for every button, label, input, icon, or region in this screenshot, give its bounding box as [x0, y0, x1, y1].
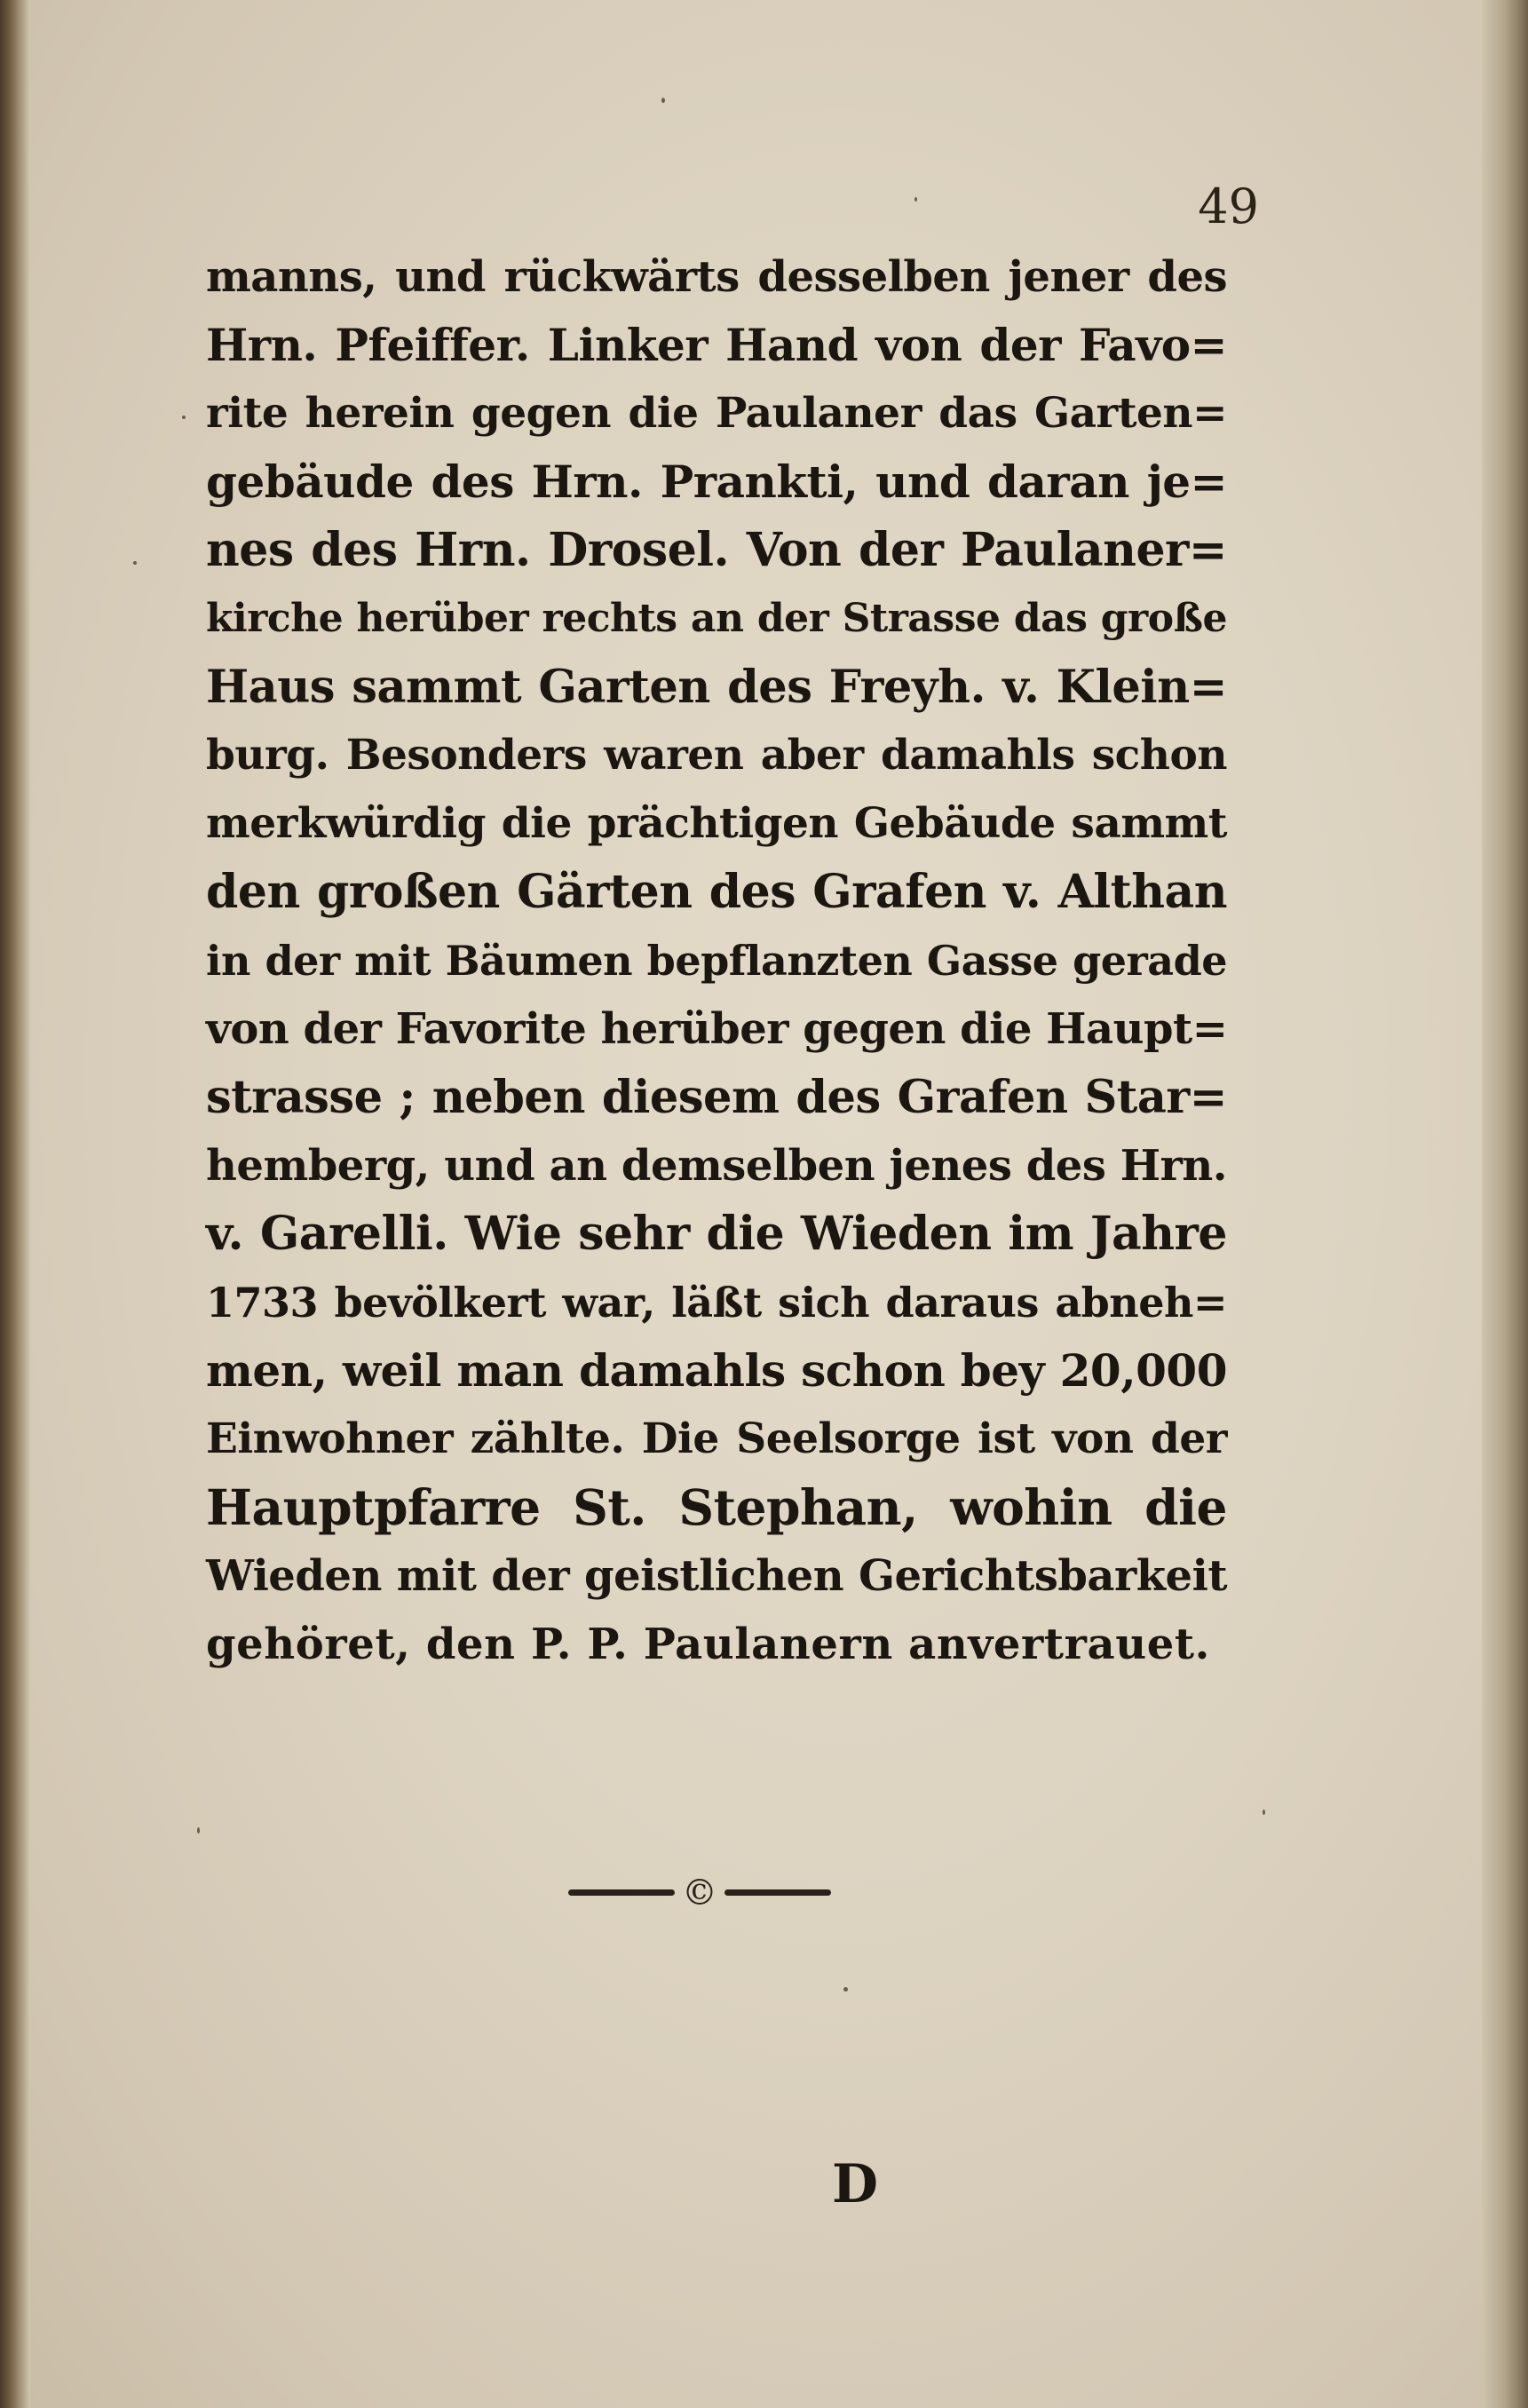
- divider-rule-right: [724, 1889, 831, 1896]
- text-line: v. Garelli. Wie sehr die Wieden im Jahre: [206, 1207, 1227, 1261]
- binding-edge: [0, 0, 30, 2408]
- text-line: 1733 bevölkert war, läßt sich daraus abneh=: [206, 1279, 1227, 1327]
- page-number: 49: [1198, 178, 1259, 234]
- text-line: merkwürdig die prächtigen Gebäude sammt: [206, 799, 1227, 848]
- text-line: kirche herüber rechts an der Strasse das große: [206, 596, 1227, 641]
- page-edge: [1482, 0, 1528, 2408]
- ornament-icon: ©: [682, 1873, 717, 1913]
- text-line: burg. Besonders waren aber damahls schon: [206, 731, 1227, 780]
- text-line: Haus sammt Garten des Freyh. v. Klein=: [206, 661, 1227, 714]
- text-line: strasse ; neben diesem des Grafen Star=: [206, 1071, 1227, 1124]
- text-line: hemberg, und an demselben jenes des Hrn.: [206, 1141, 1227, 1191]
- text-line: Hauptpfarre St. Stephan, wohin die: [206, 1478, 1227, 1536]
- text-line: men, weil man damahls schon bey 20,000: [206, 1344, 1227, 1397]
- divider-rule-left: [568, 1889, 675, 1896]
- paper-speck: [197, 1827, 200, 1834]
- text-line: Einwohner zählte. Die Seelsorge ist von der: [206, 1414, 1227, 1463]
- text-line-last: gehöret, den P. P. Paulanern anvertrauet.: [206, 1620, 1210, 1669]
- paper-speck: [1263, 1810, 1265, 1815]
- text-line: rite herein gegen die Paulaner das Garten=: [206, 389, 1227, 438]
- paper-speck: [182, 416, 186, 419]
- text-line: den großen Gärten des Grafen v. Althan: [206, 865, 1227, 919]
- text-line: manns, und rückwärts desselben jener des: [206, 252, 1227, 302]
- text-line: gebäude des Hrn. Prankti, und daran je=: [206, 455, 1227, 508]
- paper-speck: [843, 1987, 848, 1992]
- text-line: in der mit Bäumen bepflanzten Gasse gerade: [206, 937, 1227, 985]
- text-line: nes des Hrn. Drosel. Von der Paulaner=: [206, 523, 1227, 577]
- body-text: [206, 243, 1227, 1699]
- paper-speck: [914, 197, 917, 202]
- paper-speck: [133, 561, 137, 565]
- paper-speck: [661, 98, 665, 103]
- signature-mark: D: [831, 2153, 879, 2215]
- section-divider: [568, 1872, 835, 1914]
- text-line: Wieden mit der geistlichen Gerichtsbarkeit: [206, 1551, 1227, 1601]
- text-line: Hrn. Pfeiffer. Linker Hand von der Favo=: [206, 319, 1227, 371]
- text-line: von der Favorite herüber gegen die Haupt=: [206, 1004, 1228, 1054]
